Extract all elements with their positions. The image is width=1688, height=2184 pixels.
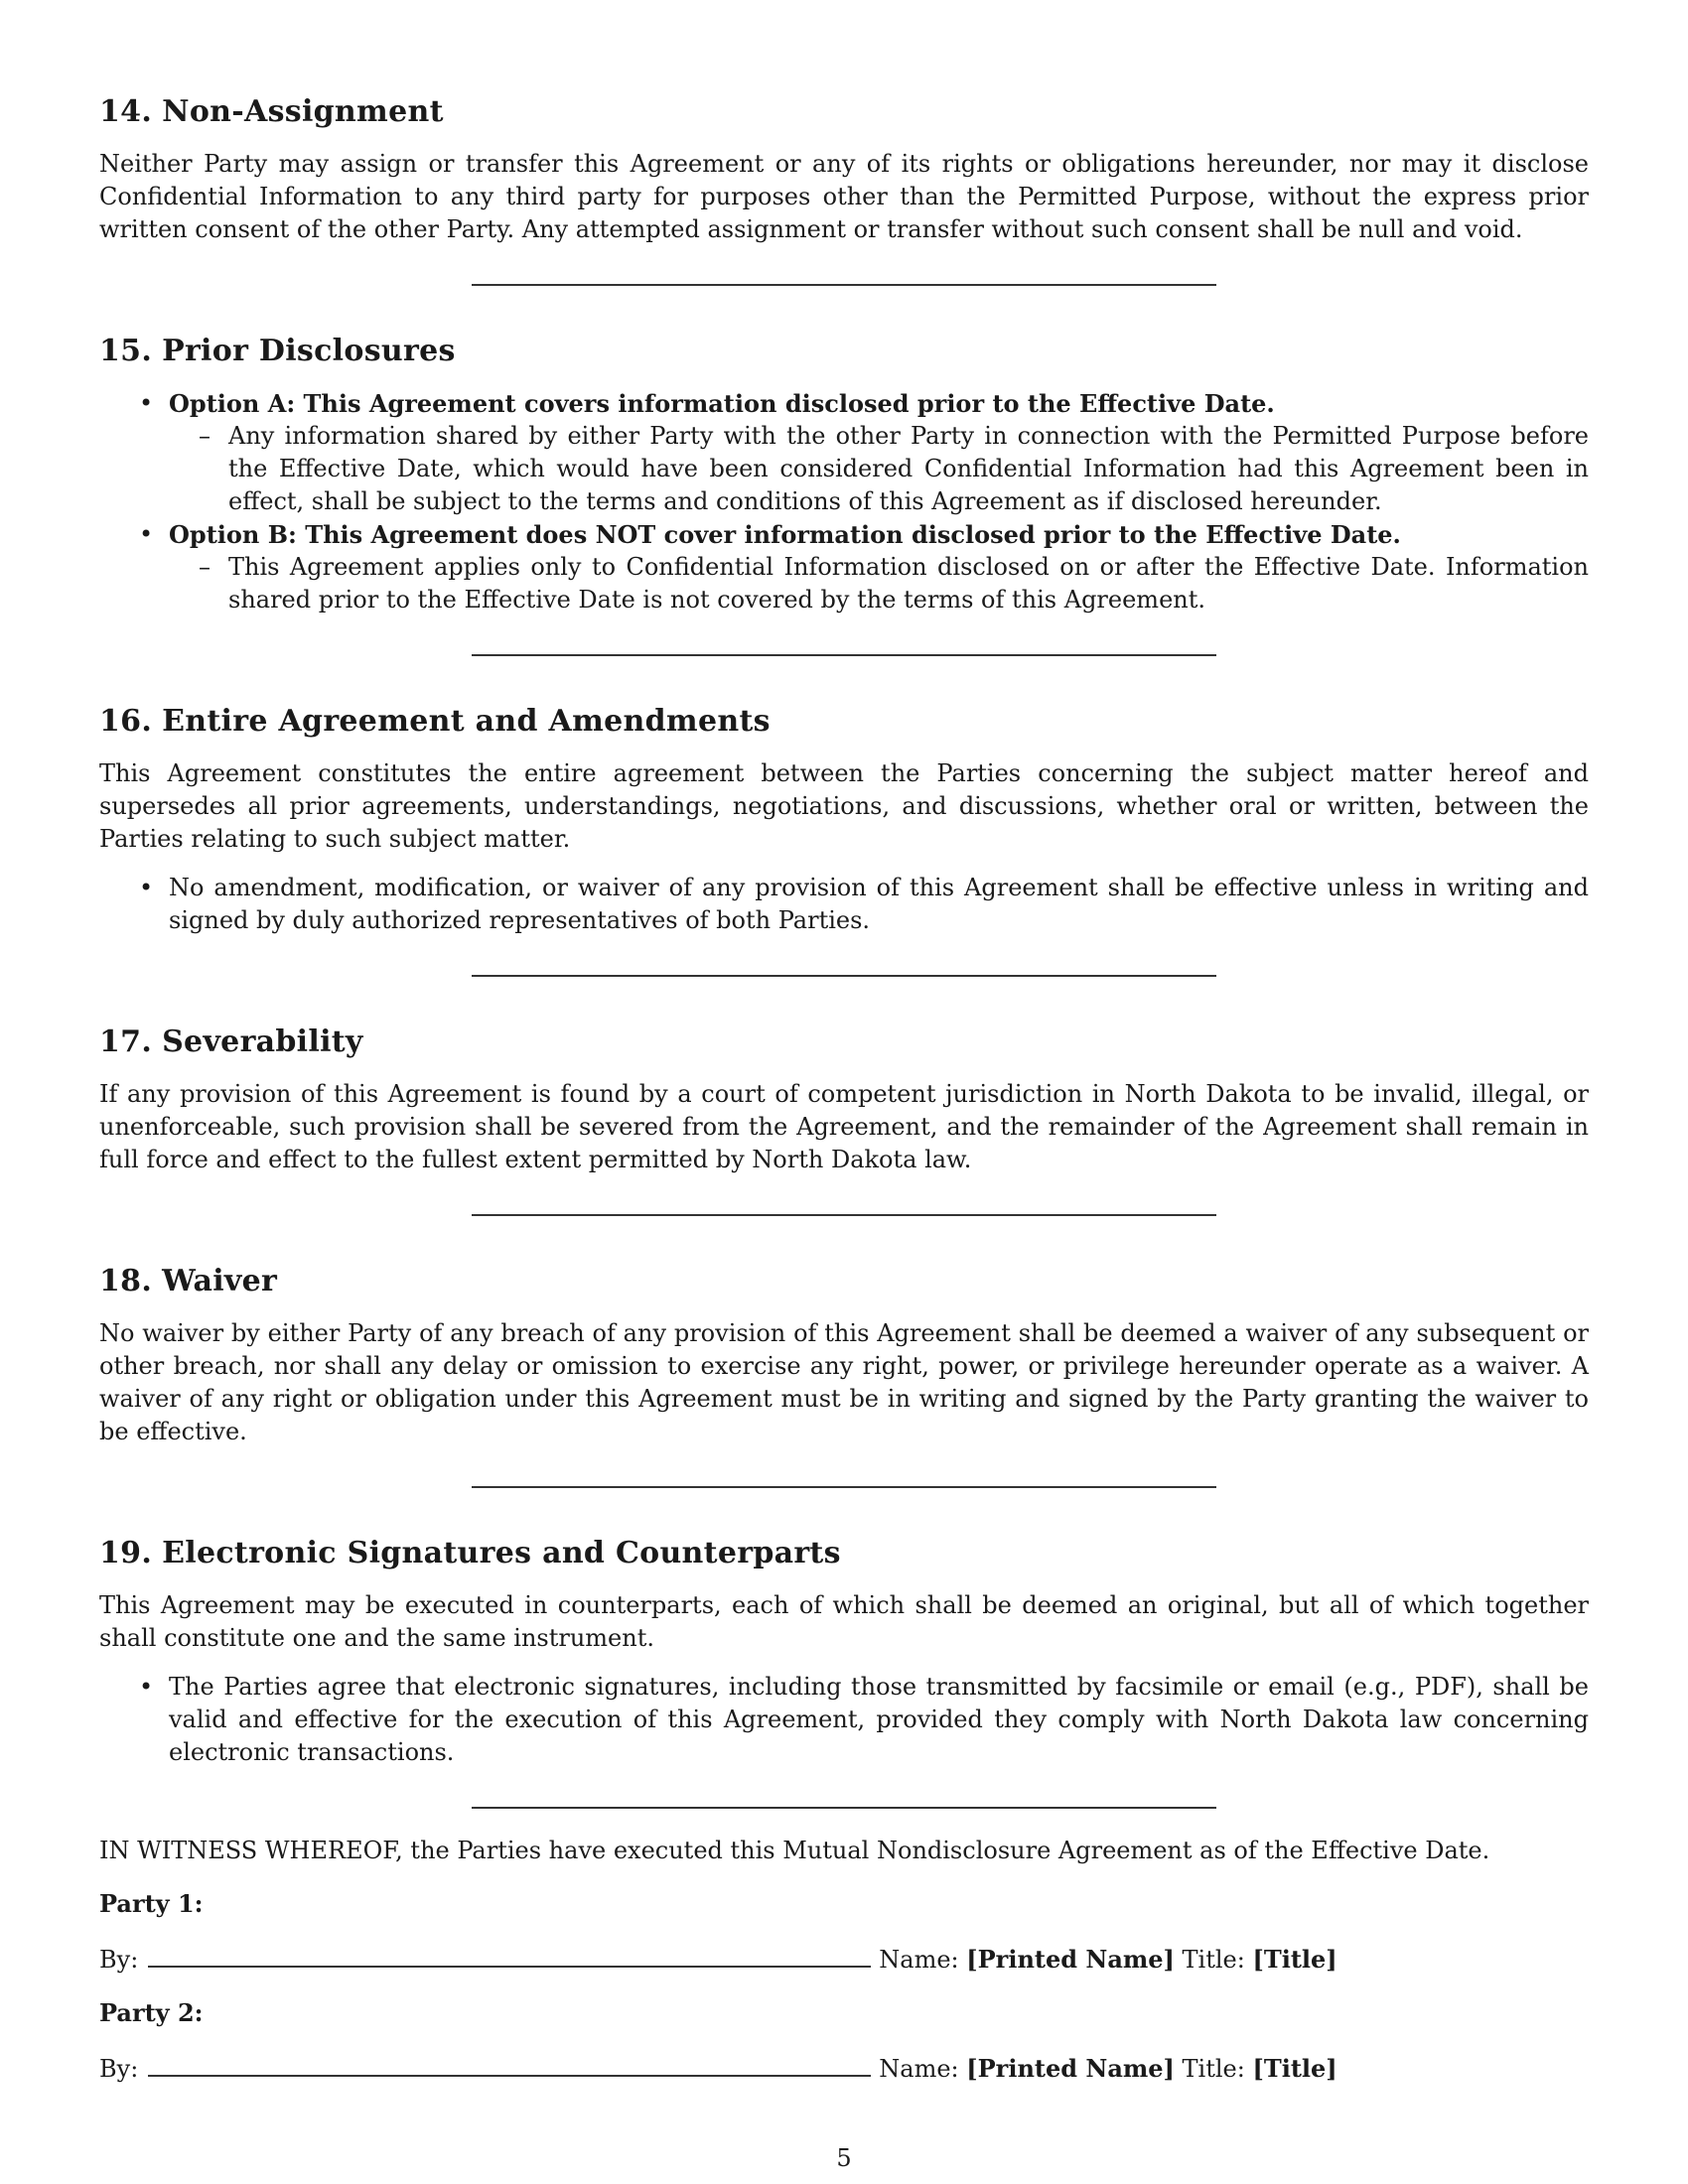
section-non-assignment: [99, 94, 1589, 286]
section-severability: [99, 1024, 1589, 1216]
title-label: Title:: [1182, 2055, 1245, 2083]
section-bullets: [99, 1671, 1589, 1769]
section-title: Entire Agreement and Amendments: [162, 704, 771, 739]
signature-field[interactable]: [148, 2051, 871, 2077]
bullet-text: The Parties agree that electronic signatures, including those transmitted by facsimile or email (e.g., PDF), shall be valid and effective for the execution of this Agreement, provided they comply with North Dakota law concerning electronic transactions.: [169, 1673, 1589, 1766]
page-number: 5: [836, 2144, 852, 2172]
section-prior-disclosures: [99, 334, 1589, 656]
section-body: No waiver by either Party of any breach of any provision of this Agreement shall be deemed a waiver of any subsequent or other breach, nor shall any delay or omission to exercise any right, power, or privilege hereunder operate as a waiver. A waiver of any right or obligation under this Agreement must be in writing and signed by the Party granting the waiver to be effective.: [99, 1319, 1589, 1445]
dash-icon: –: [199, 553, 211, 581]
section-divider: [472, 284, 1216, 286]
section-body: If any provision of this Agreement is found by a court of competent jurisdiction in North Dakota to be invalid, illegal, or unenforceable, such provision shall be severed from the Agreement, and the remainder of the Agreement shall remain in full force and effect to the fullest extent permitted by North Dakota law.: [99, 1080, 1589, 1173]
party-2-label: Party 2:: [99, 1998, 204, 2027]
section-divider: [472, 1214, 1216, 1216]
signature-field[interactable]: [148, 1942, 871, 1968]
name-label: Name:: [879, 2055, 959, 2083]
bullet-icon: •: [139, 520, 154, 548]
signature-block: [99, 1835, 1589, 2086]
option-b-text: Option B: This Agreement does NOT cover information disclosed prior to the Effective Date.: [169, 520, 1401, 549]
section-number: 17.: [99, 1024, 153, 1059]
document-page: [99, 94, 1589, 2086]
section-title: Severability: [162, 1024, 363, 1059]
section-title: Waiver: [162, 1264, 278, 1298]
section-heading: [99, 94, 1589, 130]
section-electronic-signatures: [99, 1536, 1589, 1809]
party-1-signature-line: [99, 1942, 1589, 1977]
bullet-icon: •: [139, 874, 154, 901]
option-b-detail: This Agreement applies only to Confidential Information disclosed on or after the Effective Date. Information shared prior to the Effective Date is not covered by the terms of this Agreement.: [228, 553, 1589, 614]
list-item: [99, 872, 1589, 937]
section-entire-agreement: [99, 704, 1589, 977]
section-title: Prior Disclosures: [162, 334, 456, 368]
section-heading: [99, 334, 1589, 369]
bullet-icon: •: [139, 1673, 154, 1701]
title-value: [Title]: [1252, 1945, 1337, 1974]
bullet-text: No amendment, modification, or waiver of any provision of this Agreement shall be effective unless in writing and signed by duly authorized representatives of both Parties.: [169, 874, 1589, 934]
section-number: 19.: [99, 1536, 153, 1570]
bullet-icon: •: [139, 389, 154, 417]
section-number: 14.: [99, 94, 153, 129]
section-heading: [99, 704, 1589, 740]
title-label: Title:: [1182, 1946, 1245, 1974]
section-divider: [472, 1486, 1216, 1488]
section-heading: [99, 1264, 1589, 1299]
dash-icon: –: [199, 422, 211, 450]
section-waiver: [99, 1264, 1589, 1488]
option-a-text: Option A: This Agreement covers information disclosed prior to the Effective Date.: [169, 389, 1275, 418]
by-label: By:: [99, 1946, 139, 1974]
list-item: [99, 551, 1589, 616]
option-b-heading: [99, 518, 1589, 551]
section-divider: [472, 975, 1216, 977]
section-title: Electronic Signatures and Counterparts: [162, 1536, 841, 1570]
option-a-detail: Any information shared by either Party with the other Party in connection with the Permitted Purpose before the Effective Date, which would have been considered Confidential Information had this Agreement been in effect, shall be subject to the terms and conditions of this Agreement as if disclosed hereunder.: [228, 422, 1589, 515]
section-heading: [99, 1024, 1589, 1060]
list-item: [99, 1671, 1589, 1769]
section-divider: [472, 1807, 1216, 1809]
witness-statement: IN WITNESS WHEREOF, the Parties have executed this Mutual Nondisclosure Agreement as of the Effective Date.: [99, 1837, 1490, 1864]
option-a-heading: [99, 387, 1589, 420]
option-a-details: [99, 420, 1589, 518]
printed-name-value: [Printed Name]: [966, 2054, 1175, 2083]
title-value: [Title]: [1252, 2054, 1337, 2083]
party-1-label: Party 1:: [99, 1889, 204, 1918]
option-b-details: [99, 551, 1589, 616]
printed-name-value: [Printed Name]: [966, 1945, 1175, 1974]
section-divider: [472, 654, 1216, 656]
section-number: 18.: [99, 1264, 153, 1298]
by-label: By:: [99, 2055, 139, 2083]
section-heading: [99, 1536, 1589, 1571]
section-body: This Agreement constitutes the entire agreement between the Parties concerning the subject matter hereof and supersedes all prior agreements, understandings, negotiations, and discussions, whether oral or written, between the Parties relating to such subject matter.: [99, 759, 1589, 853]
section-body: Neither Party may assign or transfer this Agreement or any of its rights or obligations hereunder, nor may it disclose Confidential Information to any third party for purposes other than the Permitted Purpose, without the express prior written consent of the other Party. Any attempted assignment or transfer without such consent shall be null and void.: [99, 150, 1589, 243]
party-2-signature-line: [99, 2051, 1589, 2086]
section-number: 16.: [99, 704, 153, 739]
section-body: This Agreement may be executed in counterparts, each of which shall be deemed an original, but all of which together shall constitute one and the same instrument.: [99, 1591, 1589, 1652]
section-number: 15.: [99, 334, 153, 368]
name-label: Name:: [879, 1946, 959, 1974]
list-item: [99, 420, 1589, 518]
section-title: Non-Assignment: [162, 94, 444, 129]
section-bullets: [99, 872, 1589, 937]
